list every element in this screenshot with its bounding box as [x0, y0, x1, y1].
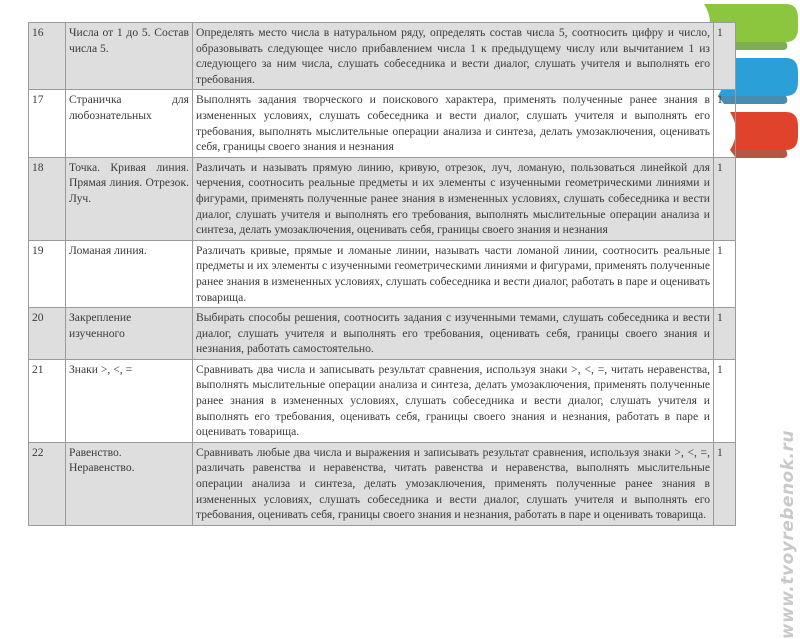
lesson-topic: Точка. Кривая линия. Прямая линия. Отрезок. Луч. — [66, 157, 193, 240]
lesson-goals: Определять место числа в натуральном ряду, определять состав числа 5, соотносить цифру и число, образовывать следующее число прибавлением числа 1 к предыдущему числу или вычитанием 1 из следующего за ним числа, слушать собеседника и вести диалог, слушать учителя и выполнять его требования. — [193, 23, 714, 90]
table-row — [29, 90, 736, 157]
lesson-number: 19 — [29, 240, 66, 307]
lesson-number: 16 — [29, 23, 66, 90]
lesson-number: 20 — [29, 308, 66, 360]
lesson-goals: Сравнивать два числа и записывать результат сравнения, используя знаки >, <, =, читать неравенства, выполнять мыслительные операции анализа и синтеза, делать умозаключения, применять полученные ранее знания в измененных условиях, слушать собеседника и вести диалог, слушать учителя и выполнять его требования, оценивать себя, границы своего знания и незнания, работать в паре и оценивать товарища. — [193, 359, 714, 442]
lesson-goals: Выполнять задания творческого и поискового характера, применять полученные ранее знания в измененных условиях, слушать собеседника и вести диалог, слушать учителя и выполнять его требования, выполнять мыслительные операции анализа и синтеза, делать умозаключения, оценивать себя, границы своего знания и незнания — [193, 90, 714, 157]
lesson-topic: Знаки >, <, = — [66, 359, 193, 442]
lesson-hours: 1 — [714, 240, 736, 307]
lesson-hours: 1 — [714, 359, 736, 442]
lesson-number: 17 — [29, 90, 66, 157]
lesson-plan-table — [28, 22, 736, 526]
lesson-hours: 1 — [714, 308, 736, 360]
lesson-number: 22 — [29, 442, 66, 525]
lesson-topic: Страничка для любознательных — [66, 90, 193, 157]
table-row — [29, 23, 736, 90]
lesson-goals: Сравнивать любые два числа и выражения и записывать результат сравнения, используя знаки >, <, =, различать равенства и неравенства, читать равенства и неравенства, выполнять мыслительные операции анализа и синтеза, делать умозаключения, применять полученные ранее знания в измененных условиях, слушать собеседника и вести диалог, слушать учителя и выполнять его требования, оценивать себя, границы своего знания и незнания, работать в паре и оценивать товарища. — [193, 442, 714, 525]
table-row — [29, 442, 736, 525]
red-ribbon — [730, 112, 798, 150]
lesson-topic: Равенство. Неравенство. — [66, 442, 193, 525]
lesson-number: 18 — [29, 157, 66, 240]
table-row — [29, 308, 736, 360]
table-row — [29, 359, 736, 442]
lesson-hours: 1 — [714, 23, 736, 90]
lesson-number: 21 — [29, 359, 66, 442]
lesson-hours: 1 — [714, 90, 736, 157]
site-watermark: www.tvoyrebenok.ru — [778, 430, 798, 639]
lesson-goals: Различать кривые, прямые и ломаные линии, называть части ломаной линии, соотносить реальные предметы и их элементы с изученными геометрическими линиями и фигурами, применять полученные ранее знания в измененных условиях, слушать собеседника и вести диалог, работать в паре и оценивать товарища. — [193, 240, 714, 307]
lesson-hours: 1 — [714, 157, 736, 240]
lesson-goals: Выбирать способы решения, соотносить задания с изученными темами, слушать собеседника и вести диалог, слушать учителя и выполнять его требования, оценивать себя, границы своего знания и незнания, работать самостоятельно. — [193, 308, 714, 360]
table-row — [29, 157, 736, 240]
lesson-topic: Числа от 1 до 5. Состав числа 5. — [66, 23, 193, 90]
lesson-topic: Ломаная линия. — [66, 240, 193, 307]
lesson-hours: 1 — [714, 442, 736, 525]
table-row — [29, 240, 736, 307]
lesson-goals: Различать и называть прямую линию, кривую, отрезок, луч, ломаную, пользоваться линейкой для черчения, соотносить реальные предметы и их элементы с изученными геометрическими линиями и фигурами, применять полученные ранее знания в измененных условиях, слушать собеседника и вести диалог, слушать учителя и выполнять его требования, выполнять мыслительные операции анализа и синтеза, делать умозаключения, оценивать себя, границы своего знания и незнания — [193, 157, 714, 240]
lesson-topic: Закрепление изученного — [66, 308, 193, 360]
